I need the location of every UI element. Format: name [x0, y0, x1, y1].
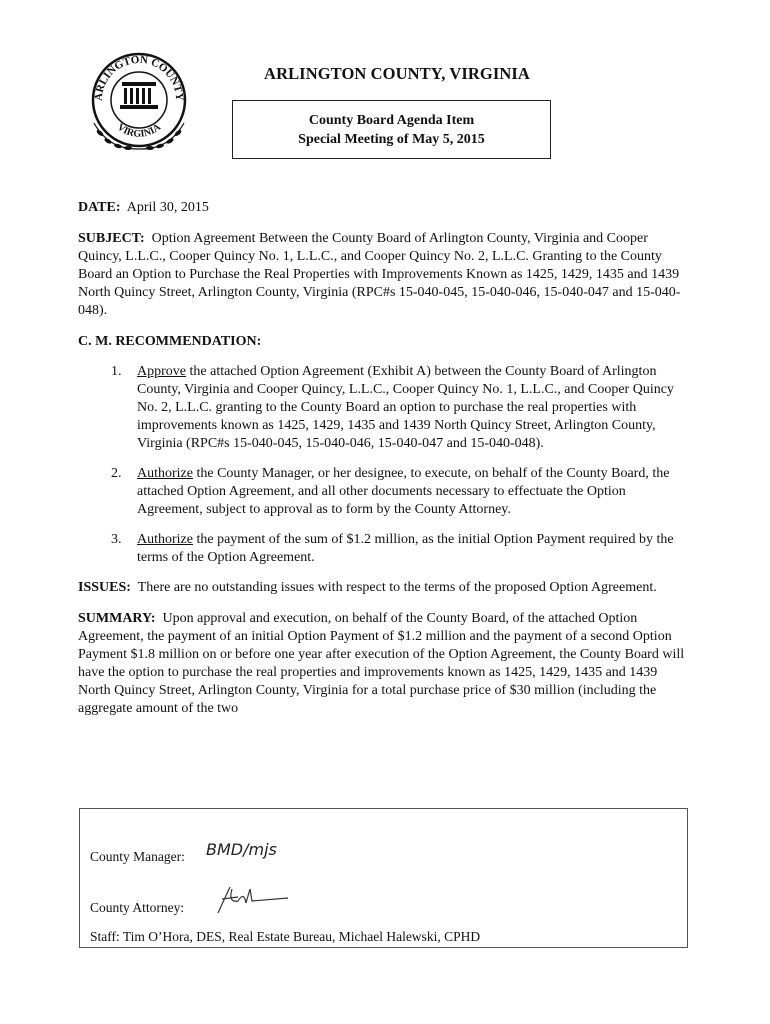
meeting-date-heading: Special Meeting of May 5, 2015 — [298, 132, 485, 147]
summary-paragraph — [78, 610, 688, 718]
item-verb: Authorize — [137, 532, 193, 547]
item-number: 2. — [111, 466, 122, 481]
arlington-county-seal — [84, 45, 194, 160]
item-number: 3. — [111, 532, 122, 547]
list-item — [78, 363, 688, 453]
svg-text:VIRGINIA — [115, 121, 164, 140]
list-item — [78, 531, 688, 567]
seal-text-top: ARLINGTON COUNTY — [92, 53, 186, 102]
subject-text: Option Agreement Between the County Board of Arlington County, Virginia and Cooper Quincy, L.L.C., Cooper Quincy No. 1, L.L.C., and Cooper Quincy No. 2, L.L.C. Granting to the County Board an Option to Purchase the Real Properties with Improvements Known as 1425, 1429, 1435 and 1439 North Quincy Street, Arlington County, Virginia (RPC#s 15-040-045, 15-040-046, 15-040-047 and 15-040-048). — [78, 231, 681, 318]
agenda-item-heading: County Board Agenda Item — [308, 113, 475, 128]
list-item — [78, 465, 688, 519]
manager-initials-text: BMD/mjs — [206, 840, 277, 859]
agenda-item-box — [232, 100, 551, 159]
staff-line: Staff: Tim O’Hora, DES, Real Estate Bureau, Michael Halewski, CPHD — [90, 929, 481, 944]
document-body — [78, 199, 688, 718]
date-value: April 30, 2015 — [126, 200, 209, 215]
item-text: the payment of the sum of $1.2 million, as the initial Option Payment required by the terms of the Option Agreement. — [137, 532, 674, 565]
summary-label: SUMMARY: — [78, 611, 156, 626]
summary-text: Upon approval and execution, on behalf of the County Board, of the attached Option Agreement, the payment of an initial Option Payment of $1.2 million and the payment of a second Option Payment $1.8 million on or before one year after execution of the Option Agreement, the County Board will have the option to purchase the real properties and improvements known as 1425, 1429, 1435 and 1439 North Quincy Street, Arlington County, Virginia for a total purchase price of $30 million (including the aggregate amount of the two — [78, 611, 685, 716]
county-attorney-label: County Attorney: — [90, 900, 185, 915]
seal-text-bottom: VIRGINIA — [114, 121, 164, 140]
item-text: the attached Option Agreement (Exhibit A) between the County Board of Arlington County, Virginia and Cooper Quincy, L.L.C., Cooper Quincy No. 1, L.L.C., and Cooper Quincy No. 2, L.L.C. granting to the County Board an option to purchase the real properties with improvements known as 1425, 1429, 1435 and 1439 North Quincy Street, Arlington County, Virginia (RPC#s 15-040-045, 15-040-046, 15-040-047 and 15-040-048). — [137, 364, 674, 451]
issues-label: ISSUES: — [78, 580, 131, 595]
item-verb: Authorize — [137, 466, 193, 481]
date-label: DATE: — [78, 200, 121, 215]
issues-text: There are no outstanding issues with respect to the terms of the proposed Option Agreement. — [137, 580, 657, 595]
signature-box — [79, 808, 688, 948]
date-line — [78, 199, 688, 217]
subject-label: SUBJECT: — [78, 231, 145, 246]
svg-text:ARLINGTON COUNTY — [93, 54, 185, 102]
county-manager-label: County Manager: — [90, 849, 185, 864]
document-title: ARLINGTON COUNTY, VIRGINIA — [264, 64, 530, 83]
item-number: 1. — [111, 364, 122, 379]
subject-paragraph — [78, 230, 688, 320]
recommendation-heading: C. M. RECOMMENDATION: — [78, 334, 262, 349]
recommendation-list — [78, 363, 688, 567]
issues-paragraph — [78, 579, 688, 597]
county-attorney-signature — [210, 881, 300, 917]
item-text: the County Manager, or her designee, to execute, on behalf of the County Board, the attached Option Agreement, and all other documents necessary to effectuate the Option Agreement, subject to approval as to form by the County Attorney. — [137, 466, 670, 517]
county-manager-initials — [204, 829, 304, 863]
item-verb: Approve — [137, 364, 186, 379]
